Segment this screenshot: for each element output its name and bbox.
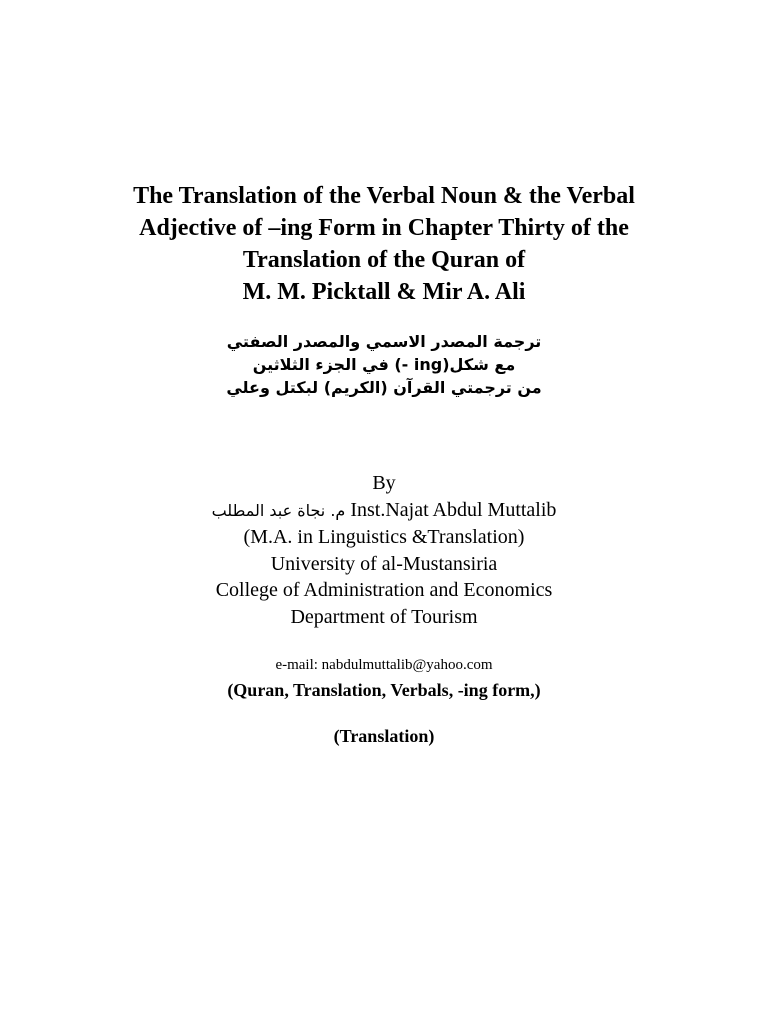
author-department: Department of Tourism <box>290 605 478 628</box>
title-line-2: Adjective of –ing Form in Chapter Thirty of the <box>139 215 629 241</box>
author-name-arabic: م. نجاة عبد المطلب <box>211 500 346 520</box>
keywords: (Quran, Translation, Verbals, -ing form,) <box>227 680 541 700</box>
author-degree: (M.A. in Linguistics &Translation) <box>243 526 525 548</box>
field-label: (Translation) <box>333 726 435 746</box>
author-email: e-mail: nabdulmuttalib@yahoo.com <box>275 657 493 673</box>
author-university: University of al-Mustansiria <box>270 552 498 575</box>
arabic-title <box>0 330 768 399</box>
arabic-title-line-2: مع شكل(ing -) في الجزء الثلاثين <box>252 355 516 374</box>
arabic-title-line-1: ترجمة المصدر الاسمي والمصدر الصفتي <box>226 332 542 351</box>
author-name-english: Inst.Najat Abdul Muttalib <box>350 498 557 521</box>
author-name <box>0 497 768 525</box>
paper-title <box>0 180 768 308</box>
title-line-3: Translation of the Quran of <box>242 247 526 273</box>
by-label: By <box>372 472 396 494</box>
title-line-1: The Translation of the Verbal Noun & the Verbal <box>133 183 635 209</box>
title-line-4: M. M. Picktall & Mir A. Ali <box>242 279 526 305</box>
author-info <box>0 470 768 630</box>
arabic-title-line-3: من ترجمتي القرآن (الكريم) لبكتل وعلي <box>226 378 542 397</box>
author-college: College of Administration and Economics <box>215 579 553 601</box>
